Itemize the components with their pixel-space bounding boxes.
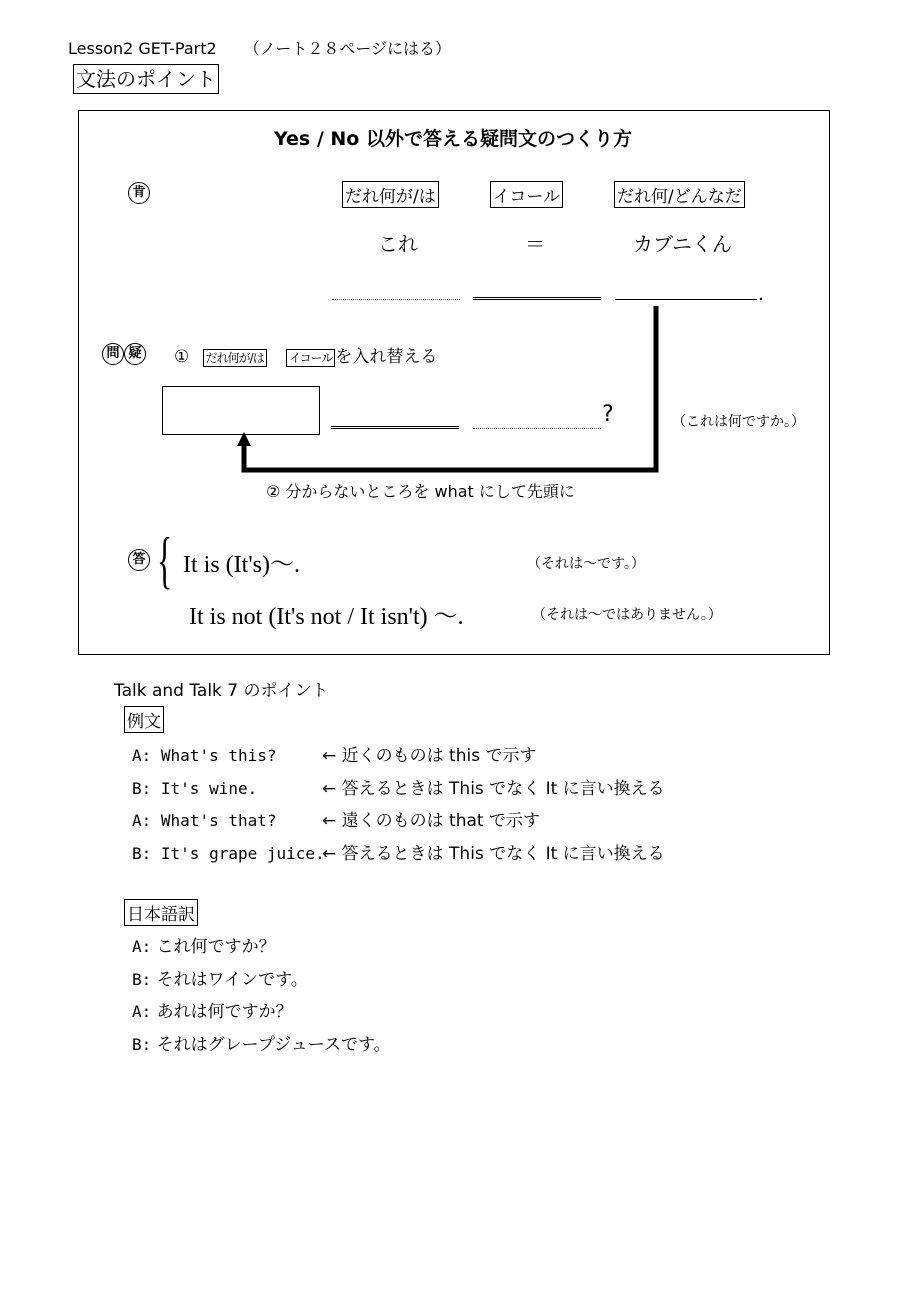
question-translation: （これは何ですか。） bbox=[672, 414, 805, 430]
blank-moved-subject bbox=[473, 428, 601, 429]
translation-row: B: それはワインです。 bbox=[132, 969, 308, 990]
answer-mark: 答 bbox=[128, 548, 150, 571]
translations-list bbox=[132, 931, 391, 1061]
answer-brace: { bbox=[157, 524, 173, 595]
example-note: ← 答えるときは This でなく It に言い換える bbox=[322, 843, 665, 864]
translation-row: B: それはグレープジュースです。 bbox=[132, 1034, 391, 1055]
example-row: A: What's this? ← 近くのものは this で示す bbox=[132, 746, 537, 766]
translation-label: 日本語訳 bbox=[124, 899, 198, 926]
grammar-title: Yes / No 以外で答える疑問文のつくり方 bbox=[274, 128, 632, 150]
step1 bbox=[174, 342, 437, 367]
step1-box-equal: イコール bbox=[286, 349, 335, 367]
example-note: ← 近くのものは this で示す bbox=[322, 746, 537, 766]
translation-row: A: これ何ですか？ bbox=[132, 937, 276, 957]
example-equal: ＝ bbox=[525, 232, 545, 256]
question-end: ? bbox=[602, 402, 614, 427]
lesson-label: Lesson2 GET-Part2 bbox=[68, 39, 217, 58]
examples-list bbox=[132, 740, 665, 870]
answer-english-1: It is (It's)～. bbox=[183, 552, 300, 578]
step2: ② 分からないところを what にして先頭に bbox=[266, 482, 575, 501]
sentence-period: . bbox=[758, 284, 764, 305]
note-page: （ノート２８ページにはる） bbox=[243, 39, 451, 58]
lesson-title bbox=[68, 36, 451, 59]
step1-text: を入れ替える bbox=[335, 347, 438, 367]
example-complement: カブニくん bbox=[633, 232, 732, 256]
blank-moved-equal bbox=[331, 426, 459, 429]
example-subject: これ bbox=[378, 232, 418, 256]
translation-row: A: あれは何ですか？ bbox=[132, 1002, 293, 1022]
question-word-box bbox=[162, 386, 320, 435]
example-row: B: It's wine. ← 答えるときは This でなく It に言い換える bbox=[132, 778, 665, 799]
example-note: ← 答えるときは This でなく It に言い換える bbox=[322, 778, 665, 799]
examples-label: 例文 bbox=[124, 706, 164, 733]
section-title: 文法のポイント bbox=[73, 64, 219, 94]
answer-japanese-1: （それは～です。） bbox=[527, 556, 645, 572]
talk-heading: Talk and Talk 7 のポイント bbox=[114, 681, 329, 701]
answer-english-2: It is not (It's not / It isn't) ～. bbox=[189, 604, 464, 630]
question-mark-icons: 問 疑 bbox=[102, 342, 146, 365]
example-row: B: It's grape juice.← 答えるときは This でなく It に言い換える bbox=[132, 843, 665, 864]
answer-japanese-2: （それは～ではありません。） bbox=[532, 607, 722, 623]
example-row: A: What's that? ← 遠くのものは that で示す bbox=[132, 811, 540, 831]
step1-number: ① bbox=[174, 347, 190, 367]
label-complement: だれ何/どんなだ bbox=[614, 181, 745, 208]
step1-box-subject: だれ何が/は bbox=[203, 349, 267, 367]
label-subject: だれ何が/は bbox=[342, 181, 439, 208]
label-equal: イコール bbox=[490, 181, 563, 208]
affirmative-mark: 肯 bbox=[128, 181, 150, 204]
example-note: ← 遠くのものは that で示す bbox=[322, 811, 540, 831]
